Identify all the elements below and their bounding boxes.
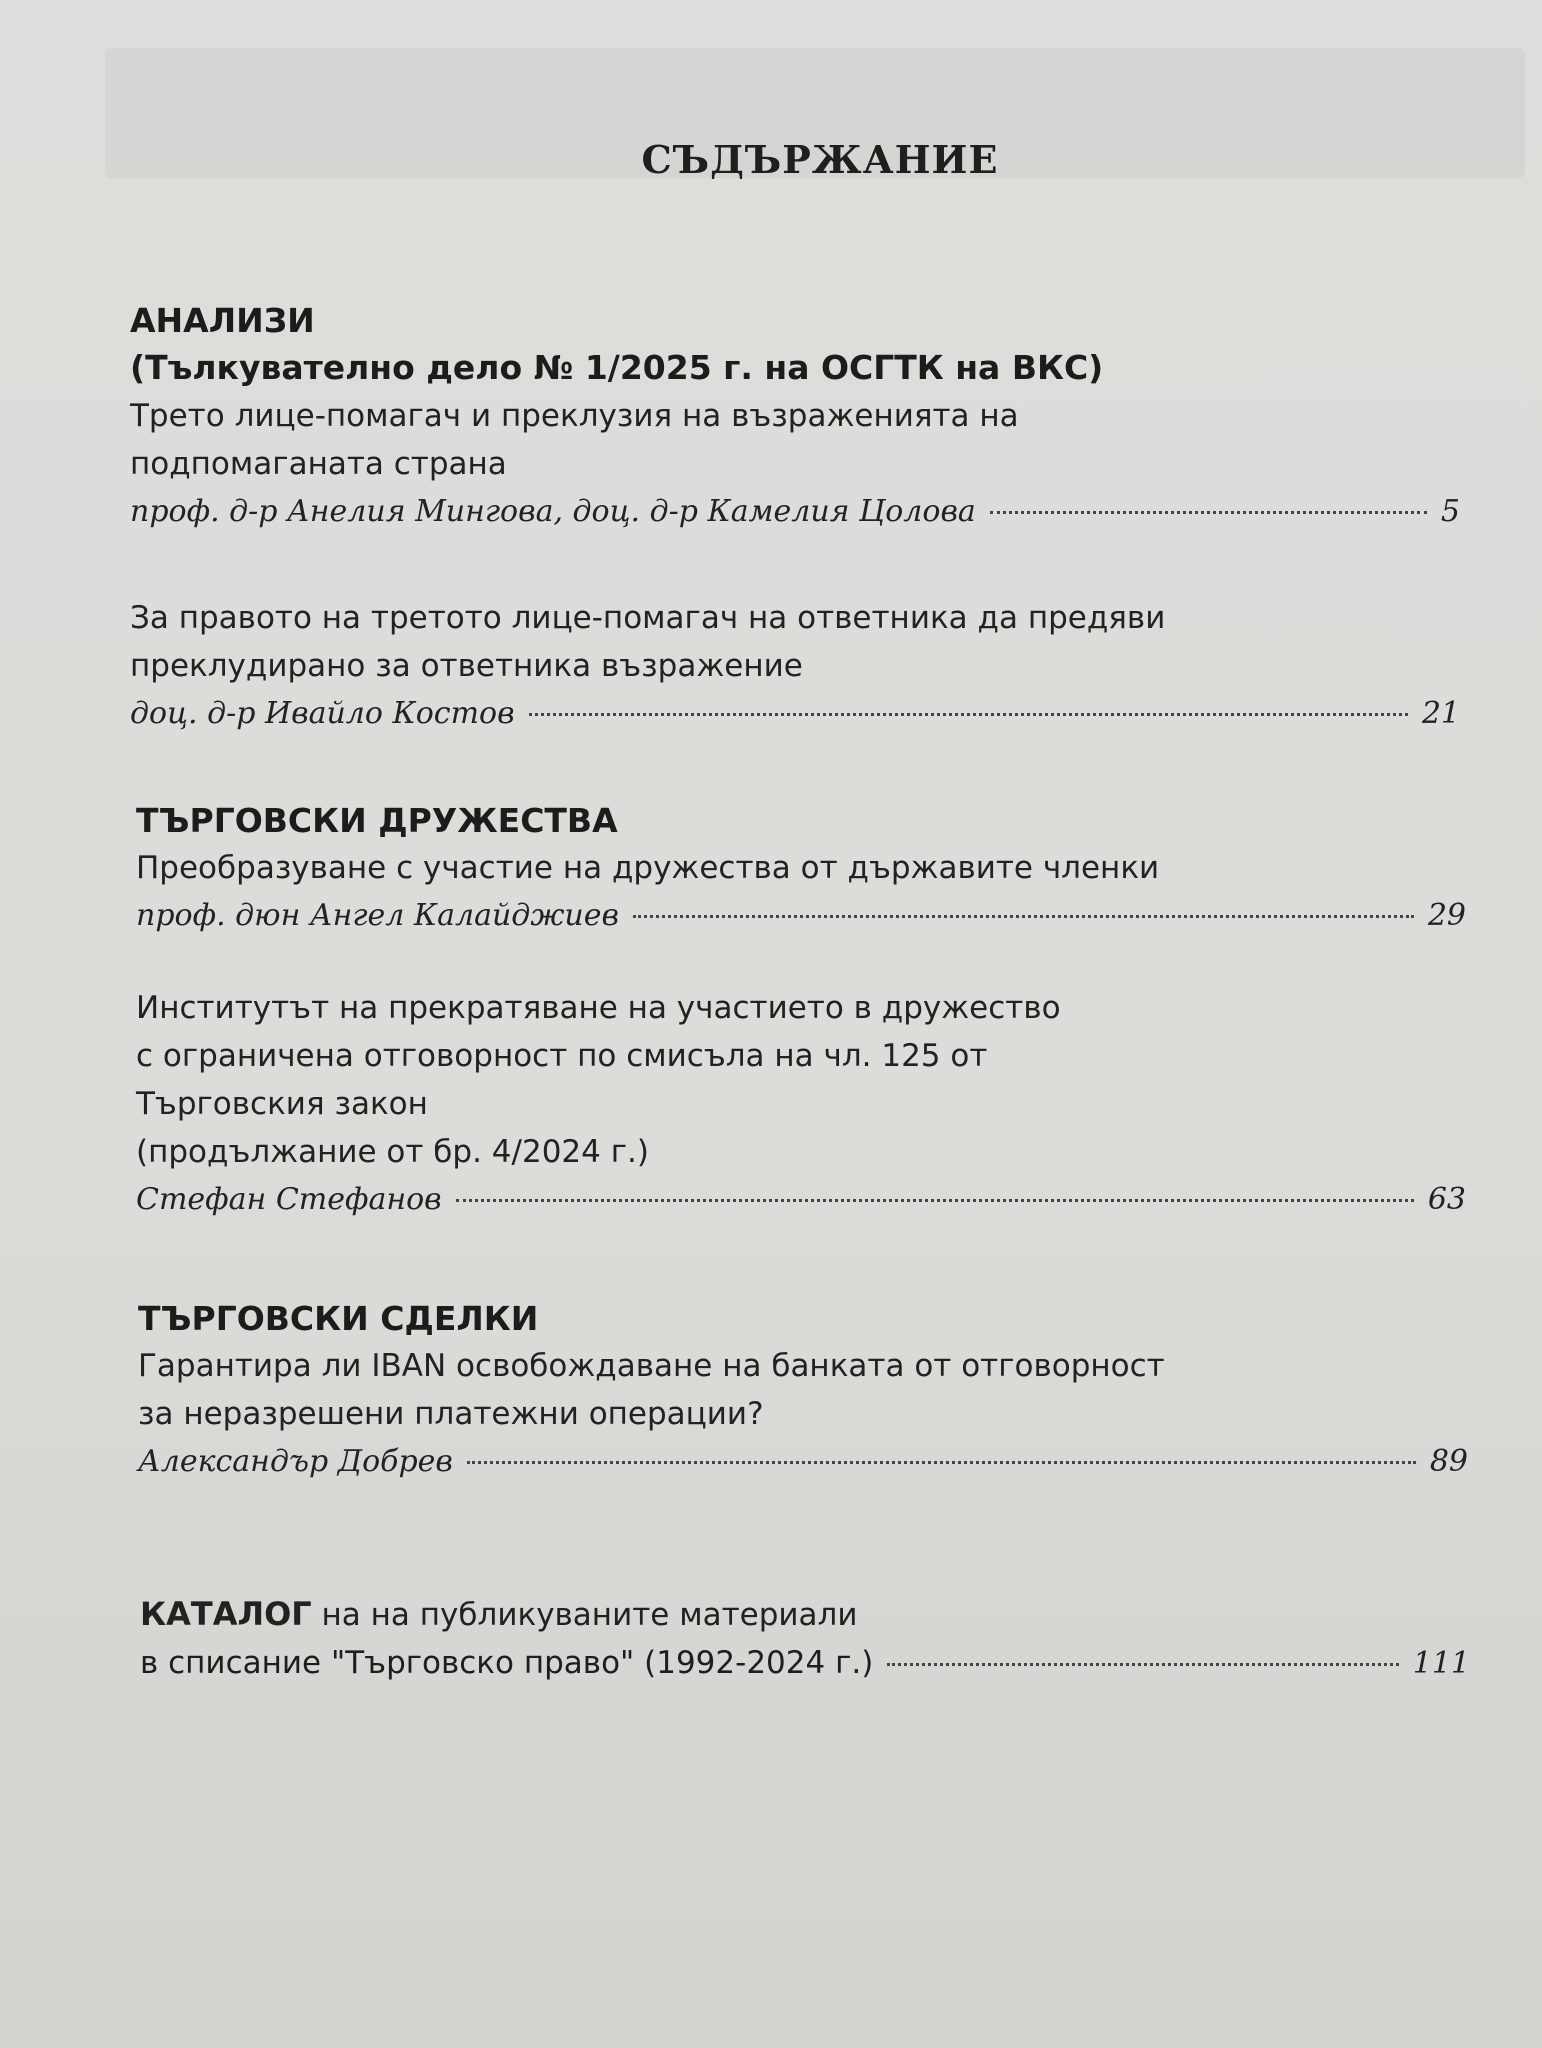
dot-leader (467, 1461, 1416, 1464)
entry-title: Институтът на прекратяване на участието в дружество (136, 990, 1061, 1026)
page-number: 89 (1429, 1444, 1468, 1479)
entry-author-line (130, 690, 1460, 738)
catalog-title-line (140, 1590, 1470, 1639)
page-number: 111 (1412, 1646, 1470, 1681)
entry-title: (продължание от бр. 4/2024 г.) (136, 1134, 649, 1170)
entry-title: За правото на третото лице-помагач на ответника да предяви (130, 600, 1166, 636)
entry-author: Стефан Стефанов (136, 1182, 442, 1217)
page-title: СЪДЪРЖАНИЕ (641, 137, 999, 182)
dot-leader (529, 713, 1408, 716)
section-transactions (138, 1296, 1468, 1486)
entry-author: проф. д-р Анелия Мингова, доц. д-р Камелия Цолова (130, 494, 976, 529)
toc-entry[interactable] (136, 844, 1466, 940)
entry-title: Трето лице-помагач и преклузия на възраженията на (130, 398, 1019, 434)
entry-title: Преобразуване с участие на дружества от държавите членки (136, 850, 1160, 886)
catalog-heading: КАТАЛОГ (140, 1595, 312, 1633)
entry-author-line (130, 488, 1460, 536)
dot-leader (990, 511, 1427, 514)
entry-author: Александър Добрев (138, 1444, 453, 1479)
entry-title: за неразрешени платежни операции? (138, 1396, 764, 1432)
catalog-title-rest: на на публикуваните материали (311, 1597, 858, 1633)
page-number: 63 (1427, 1182, 1466, 1217)
entry-title: Гарантира ли IBAN освобождаване на банката от отговорност (138, 1348, 1165, 1384)
entry-title: Търговския закон (136, 1086, 428, 1122)
page-number: 5 (1440, 494, 1460, 529)
entry-title: преклудирано за ответника възражение (130, 648, 803, 684)
section-companies (136, 798, 1466, 1224)
section-heading: ТЪРГОВСКИ ДРУЖЕСТВА (136, 801, 618, 840)
section-heading: ТЪРГОВСКИ СДЕЛКИ (138, 1299, 539, 1338)
section-catalog[interactable] (140, 1590, 1470, 1688)
entry-author-line (136, 1176, 1466, 1224)
catalog-page-line (140, 1639, 1470, 1688)
page-number: 21 (1421, 696, 1460, 731)
entry-author: проф. дюн Ангел Калайджиев (136, 898, 619, 933)
dot-leader (456, 1199, 1414, 1202)
toc-entry[interactable] (136, 984, 1466, 1224)
entry-author-line (136, 892, 1466, 940)
entry-author-line (138, 1438, 1468, 1486)
section-subheading: (Тълкувателно дело № 1/2025 г. на ОСГТК на ВКС) (130, 348, 1104, 387)
entry-author: доц. д-р Ивайло Костов (130, 696, 515, 731)
toc-entry[interactable] (130, 594, 1460, 738)
catalog-title-line2: в списание "Търговско право" (1992-2024 г.) (140, 1645, 874, 1681)
toc-entry[interactable] (138, 1342, 1468, 1486)
toc-entry[interactable] (130, 392, 1460, 536)
section-analyses (130, 298, 1460, 738)
entry-title: с ограничена отговорност по смисъла на чл. 125 от (136, 1038, 988, 1074)
page-number: 29 (1427, 898, 1466, 933)
section-heading: АНАЛИЗИ (130, 301, 315, 340)
dot-leader (887, 1663, 1398, 1666)
dot-leader (633, 915, 1414, 918)
entry-title: подпомаганата страна (130, 446, 507, 482)
